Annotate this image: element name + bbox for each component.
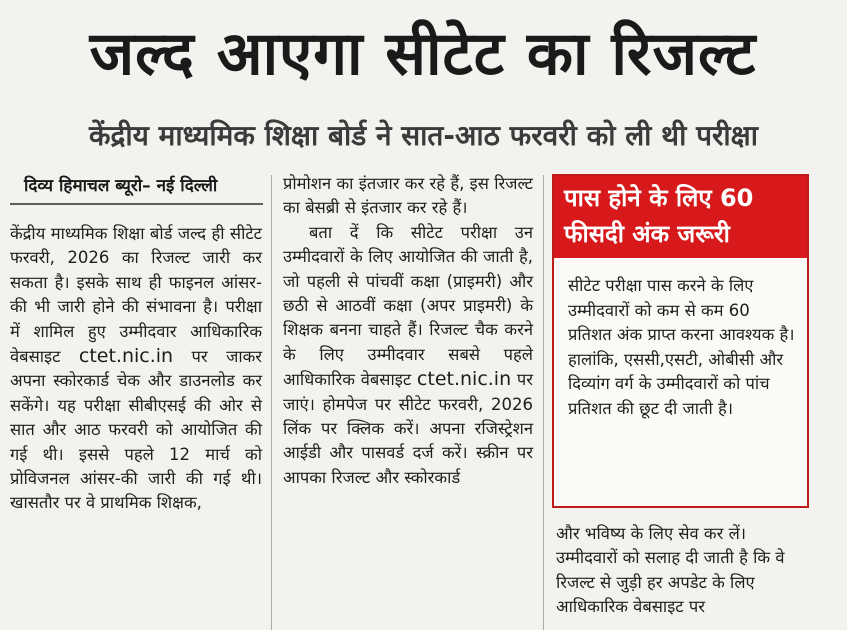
column-1-text-after-url: पर जाकर अपना स्कोरकार्ड चेक और डाउनलोड कर सकेंगे। यह परीक्षा सीबीएसई की ओर से सात और आठ फरवरी को आयोजित की गई थी। इससे पहले 12 मार्च को प्रोविजनल आंसर-की जारी की गई थी। खासतौर पर वे प्राथमिक शिक्षक,	[10, 347, 263, 513]
column-2-paragraph-2	[283, 221, 533, 490]
column-2-paragraph-1: प्रोमोशन का इंतजार कर रहे हैं, इस रिजल्ट का बेसब्री से इंतजार कर रहे हैं।	[283, 174, 533, 218]
column-3-paragraph: और भविष्य के लिए सेव कर लें। उम्मीदवारों को सलाह दी जाती है कि वे रिजल्ट से जुड़ी हर अपडेट के लिए आधिकारिक वेबसाइट पर	[556, 524, 785, 617]
article-column-2	[283, 172, 533, 490]
column-2-text-before-url: बता दें कि सीटेट परीक्षा उन उम्मीदवारों के लिए आयोजित की जाती है, जो पहली से पांचवीं कक्षा (प्राइमरी) और छठी से आठवीं कक्षा (अपर प्राइमरी) के शिक्षक बनना चाहते हैं। रिजल्ट चैक करने के लिए उम्मीदवार सबसे पहले आधिकारिक वेबसाइट	[283, 222, 533, 390]
article-column-1	[10, 222, 262, 516]
column-divider-1	[271, 175, 272, 630]
byline-divider	[10, 203, 263, 205]
website-url: ctet.nic.in	[78, 345, 174, 368]
column-1-text-before-url: केंद्रीय माध्यमिक शिक्षा बोर्ड जल्द ही सीटेट फरवरी, 2026 का रिजल्ट जारी कर सकता है। इसके साथ ही फाइनल आंसर-की भी जारी होने की संभावना है। परीक्षा में शामिल हुए उम्मीदवार आधिकारिक वेबसाइट	[10, 224, 262, 367]
byline: दिव्य हिमाचल ब्यूरो– नई दिल्ली	[24, 176, 218, 196]
subheadline: केंद्रीय माध्यमिक शिक्षा बोर्ड ने सात-आठ फरवरी को ली थी परीक्षा	[88, 119, 759, 152]
headline: जल्द आएगा सीटेट का रिजल्ट	[89, 19, 757, 89]
column-2-text-after-url: पर जाएं। होमपेज पर सीटेट फरवरी, 2026 लिंक पर क्लिक करें। अपना रजिस्ट्रेशन आईडी और पासवर्ड दर्ज करें। स्क्रीन पर आपका रिजल्ट और स्कोरकार्ड	[283, 370, 534, 487]
column-divider-2	[543, 175, 544, 630]
article-column-3	[556, 522, 810, 620]
column-1-paragraph	[10, 222, 262, 516]
info-box-body: सीटेट परीक्षा पास करने के लिए उम्मीदवारों को कम से कम 60 प्रतिशत अंक प्राप्त करना आवश्यक है। हालांकि, एससी,एसटी, ओबीसी और दिव्यांग वर्ग के उम्मीदवारों को पांच प्रतिशत की छूट दी जाती है।	[568, 276, 795, 418]
info-box-heading: पास होने के लिए 60 फीसदी अंक जरूरी	[554, 176, 807, 258]
website-url-2: ctet.nic.in	[416, 368, 512, 391]
info-box	[552, 174, 809, 508]
